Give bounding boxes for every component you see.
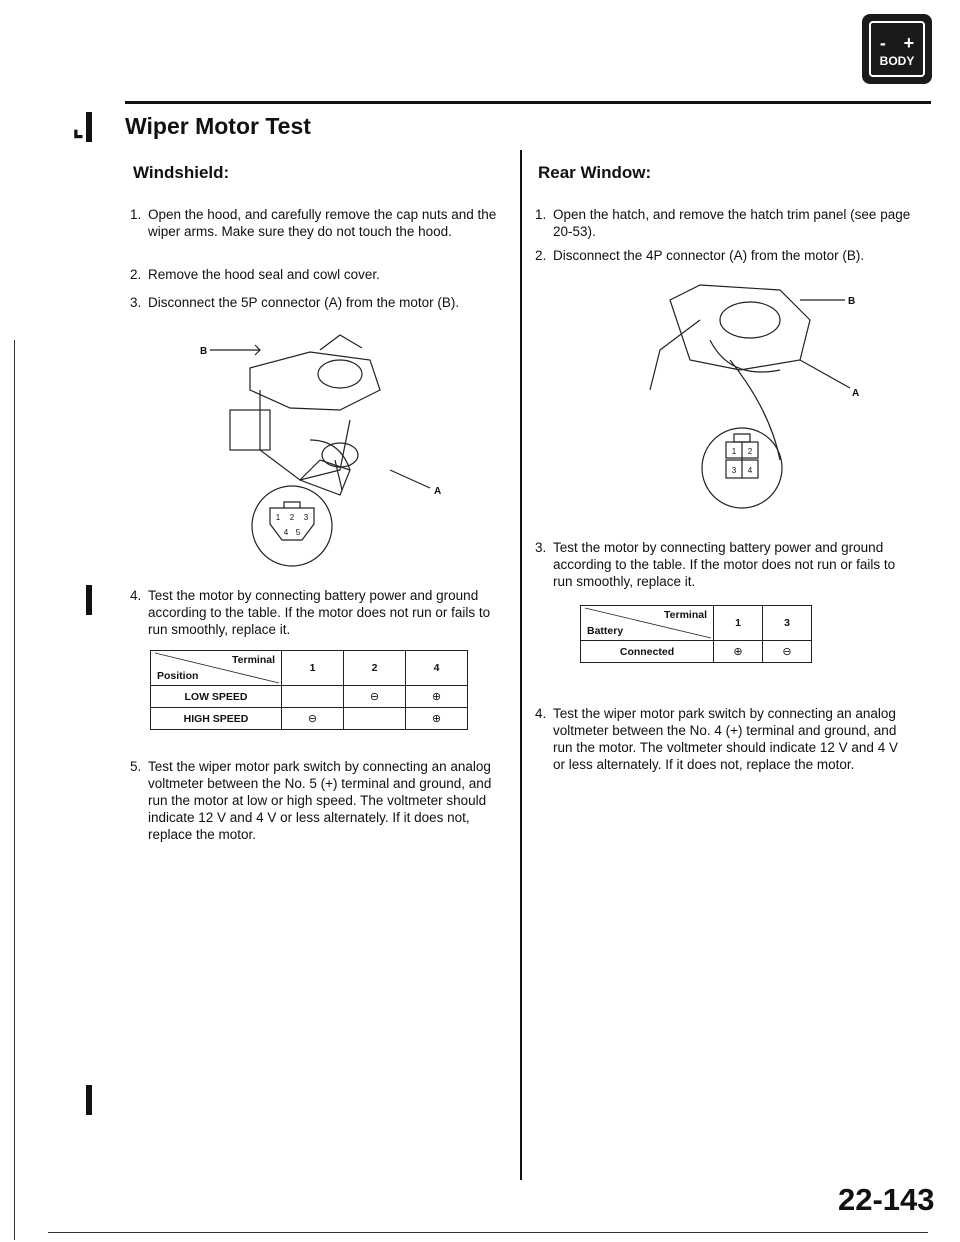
col-header: 4 xyxy=(406,651,468,686)
windshield-terminal-table xyxy=(150,650,468,730)
pin-1: 1 xyxy=(731,447,737,456)
rear-step-1: 1. Open the hatch, and remove the hatch trim panel (see page 20-53). xyxy=(535,207,911,239)
rear-step-4: 4. Test the wiper motor park switch by connecting an analog voltmeter between the No. 4 (+) terminal and ground, and run the motor. The voltmeter should indicate 12 V and 4 V or less alternately. If it does not, replace the motor. xyxy=(535,706,898,772)
row-label: HIGH SPEED xyxy=(151,708,282,730)
windshield-step-2: 2. Remove the hood seal and cowl cover. xyxy=(130,267,380,282)
margin-bar xyxy=(86,585,92,615)
margin-bar xyxy=(86,112,92,142)
page-title: Wiper Motor Test xyxy=(125,113,311,139)
column-divider xyxy=(520,150,522,1180)
pin-1: 1 xyxy=(275,513,281,522)
header-position: Position xyxy=(157,670,199,682)
windshield-step-4: 4. Test the motor by connecting battery power and ground according to the table. If the motor does not run or fails to run smoothly, replace it. xyxy=(130,588,491,637)
col-header: 3 xyxy=(763,606,812,641)
row-label: Connected xyxy=(581,641,714,663)
page-number: 22-143 xyxy=(838,1182,935,1217)
rear-motor-figure xyxy=(640,280,890,520)
windshield-step-5: 5. Test the wiper motor park switch by connecting an analog voltmeter between the No. 5 (+) terminal and ground, and run the motor at low or high speed. The voltmeter should indicate 12 V and 4 V or less alternately. If it does not, replace the motor. xyxy=(130,759,492,842)
checkmark-icon: ⌞ xyxy=(72,112,85,142)
body-section-badge xyxy=(862,14,932,84)
margin-bar xyxy=(86,1085,92,1115)
col-header: 1 xyxy=(714,606,763,641)
row-label: LOW SPEED xyxy=(151,686,282,708)
pin-2: 2 xyxy=(747,447,753,456)
pin-4: 4 xyxy=(747,466,753,475)
col-header: 2 xyxy=(344,651,406,686)
table-cell: ⊖ xyxy=(344,686,406,708)
label-b: B xyxy=(200,346,208,357)
plus-sign: + xyxy=(903,33,915,53)
table-cell: ⊖ xyxy=(763,641,812,663)
header-terminal: Terminal xyxy=(664,609,707,621)
label-a: A xyxy=(852,388,860,399)
windshield-motor-figure xyxy=(190,330,480,570)
table-cell: ⊕ xyxy=(406,708,468,730)
header-rule xyxy=(125,101,931,104)
windshield-step-3: 3. Disconnect the 5P connector (A) from the motor (B). xyxy=(130,295,460,310)
table-cell: ⊖ xyxy=(282,708,344,730)
table-cell: ⊕ xyxy=(406,686,468,708)
pin-3: 3 xyxy=(731,466,737,475)
binding-line xyxy=(14,340,15,1240)
windshield-heading: Windshield: xyxy=(133,163,230,182)
col-header: 1 xyxy=(282,651,344,686)
rear-heading: Rear Window: xyxy=(538,163,652,182)
bottom-rule xyxy=(48,1232,928,1233)
pin-2: 2 xyxy=(289,513,295,522)
windshield-step-1: 1. Open the hood, and carefully remove the cap nuts and the wiper arms. Make sure they do not touch the hood. xyxy=(130,207,497,239)
table-cell xyxy=(282,686,344,708)
rear-step-2: 2. Disconnect the 4P connector (A) from the motor (B). xyxy=(535,248,865,263)
rear-terminal-table xyxy=(580,605,812,663)
header-terminal: Terminal xyxy=(232,654,275,666)
rear-step-3: 3. Test the motor by connecting battery power and ground according to the table. If the motor does not run or fails to run smoothly, replace it. xyxy=(535,540,896,589)
label-b: B xyxy=(848,296,856,307)
badge-label: BODY xyxy=(879,54,915,68)
pin-4: 4 xyxy=(283,528,289,537)
minus-sign: - xyxy=(879,33,886,53)
table-cell xyxy=(344,708,406,730)
pin-5: 5 xyxy=(295,528,301,537)
label-a: A xyxy=(434,486,442,497)
pin-3: 3 xyxy=(303,513,309,522)
table-cell: ⊕ xyxy=(714,641,763,663)
header-battery: Battery xyxy=(587,625,624,637)
